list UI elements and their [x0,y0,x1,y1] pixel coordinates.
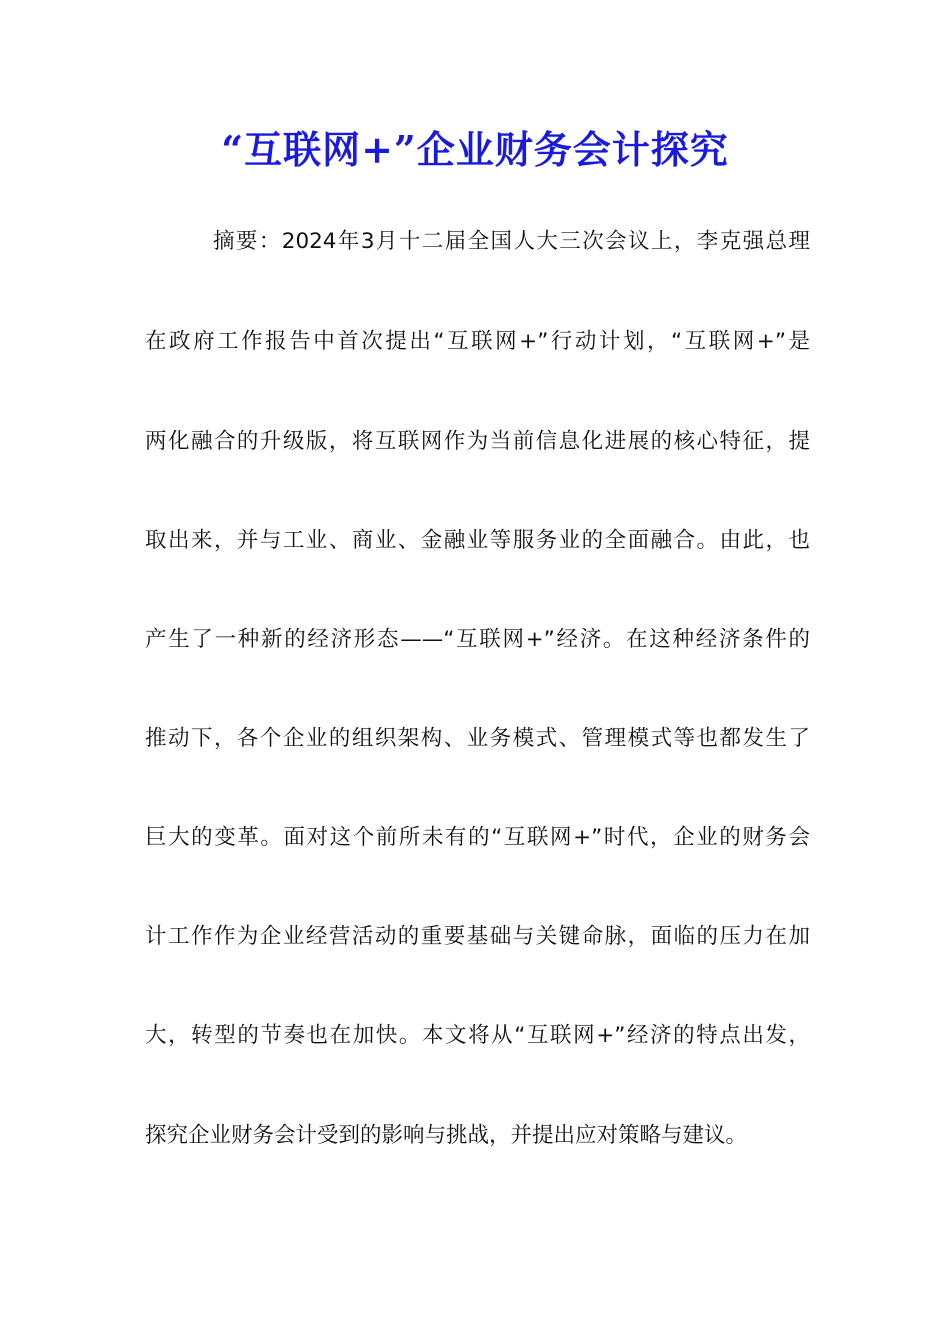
abstract-line: 产生了一种新的经济形态——“互联网+”经济。在这种经济条件的 [145,627,810,652]
abstract-line: 推动下，各个企业的组织架构、业务模式、管理模式等也都发生了 [145,726,810,751]
document-title: “互联网+”企业财务会计探究 [221,127,729,172]
abstract-line: 两化融合的升级版，将互联网作为当前信息化进展的核心特征，提 [145,429,810,454]
abstract-line: 摘要：2024年3月十二届全国人大三次会议上，李克强总理 [213,229,810,254]
abstract-line: 巨大的变革。面对这个前所未有的“互联网+”时代，企业的财务会 [145,825,810,850]
abstract-line: 大，转型的节奏也在加快。本文将从“互联网+”经济的特点出发， [145,1023,810,1048]
abstract-line: 取出来，并与工业、商业、金融业等服务业的全面融合。由此，也 [145,528,810,553]
abstract-line: 在政府工作报告中首次提出“互联网+”行动计划，“互联网+”是 [145,329,810,354]
abstract-line: 探究企业财务会计受到的影响与挑战，并提出应对策略与建议。 [145,1123,748,1148]
abstract-line: 计工作作为企业经营活动的重要基础与关键命脉，面临的压力在加 [145,924,810,949]
